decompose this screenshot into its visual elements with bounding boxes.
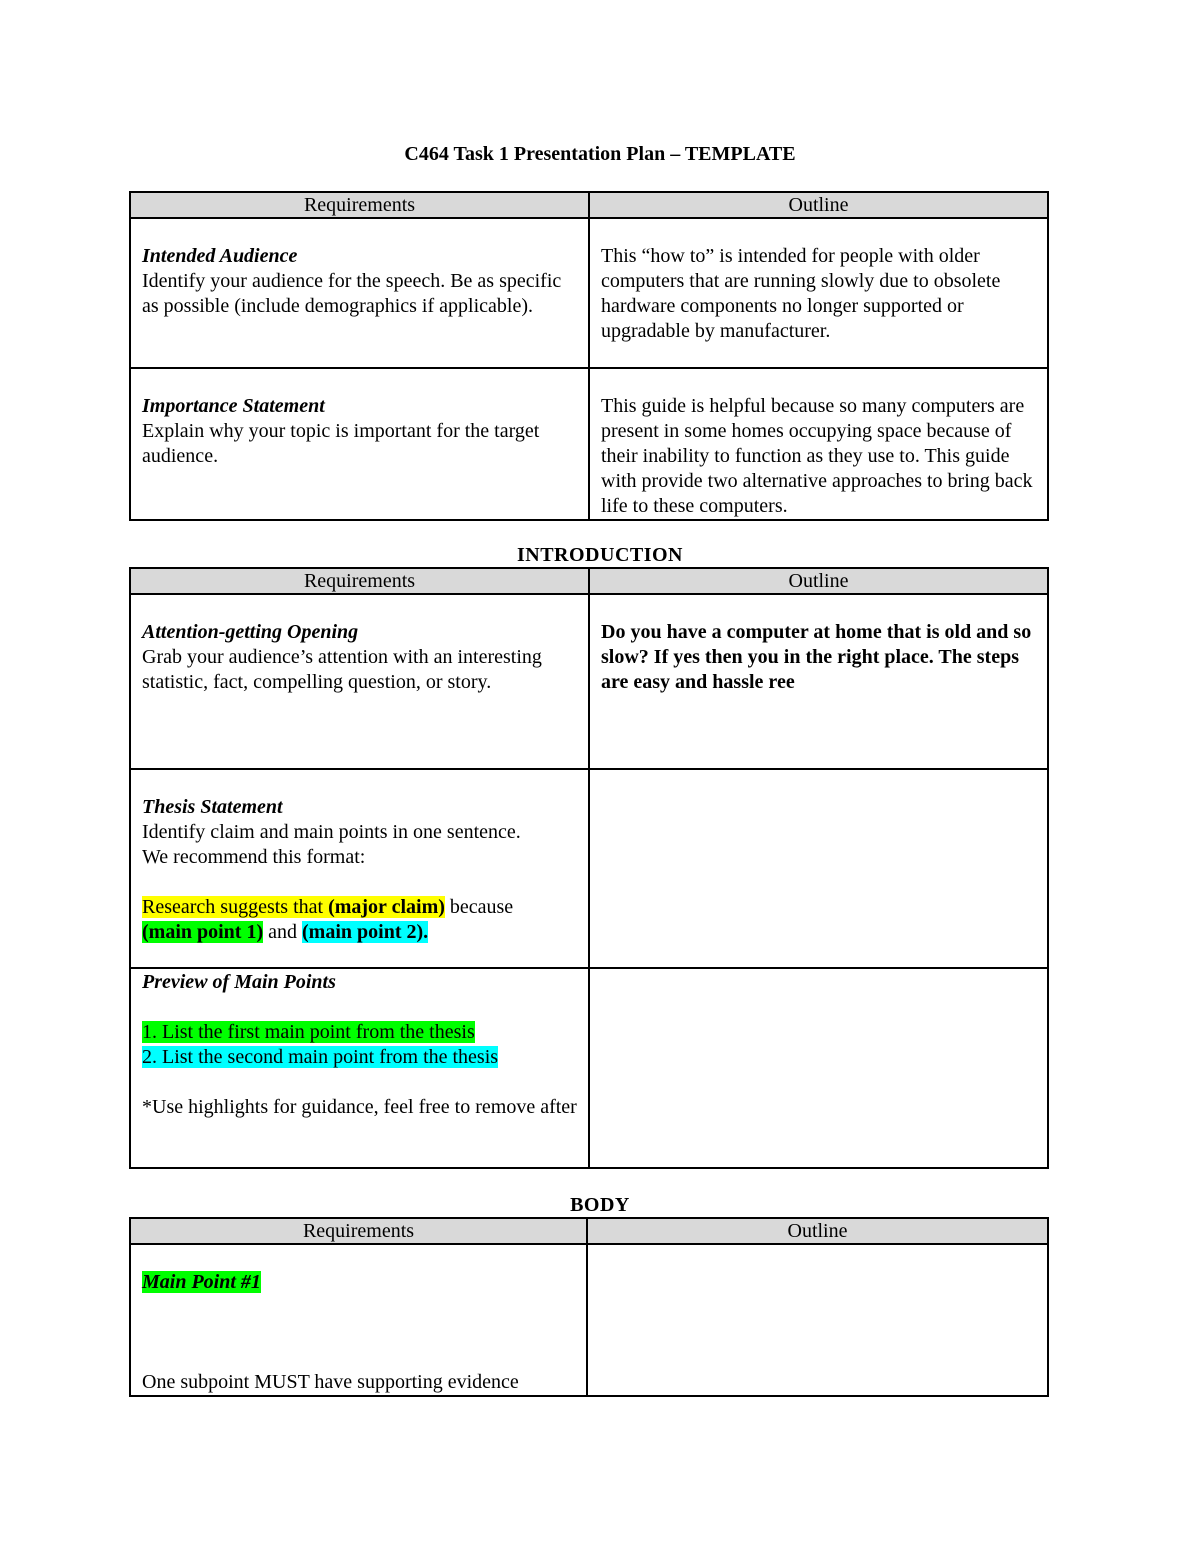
- thesis-format-point1: (main point 1): [142, 921, 264, 943]
- thesis-format-and: and: [263, 921, 303, 943]
- main-point-1-label: Main Point #1: [142, 1271, 261, 1293]
- importance-requirement-cell: [130, 368, 589, 520]
- outline-header: Outline: [589, 192, 1048, 218]
- attention-description: Grab your audience’s attention with an interesting statistic, fact, compelling question, or story.: [142, 646, 542, 693]
- audience-description: Identify your audience for the speech. Be as specific as possible (include demographics if applicable).: [142, 270, 562, 317]
- thesis-format-point2: (main point 2).: [302, 921, 429, 943]
- thesis-format-claim: (major claim): [328, 896, 445, 918]
- requirements-header: Requirements: [130, 1218, 587, 1244]
- body-heading: BODY: [570, 1194, 630, 1216]
- preview-point2: 2. List the second main point from the thesis: [142, 1046, 499, 1068]
- importance-outline-text: This guide is helpful because so many computers are present in some homes occupying space because of their inability to function as they use to. This guide with provide two alternative approaches to bring back life to these computers.: [601, 395, 1033, 517]
- outline-header: Outline: [589, 568, 1048, 594]
- page-title: C464 Task 1 Presentation Plan – TEMPLATE: [404, 143, 796, 165]
- main-point-1-requirement-cell: [130, 1244, 587, 1396]
- preview-label: Preview of Main Points: [142, 971, 336, 993]
- importance-outline-cell[interactable]: [589, 368, 1048, 520]
- thesis-label: Thesis Statement: [142, 796, 283, 818]
- preview-point1: 1. List the first main point from the thesis: [142, 1021, 475, 1043]
- preview-note: *Use highlights for guidance, feel free to remove after: [142, 1096, 577, 1118]
- audience-label: Intended Audience: [142, 245, 298, 267]
- attention-label: Attention-getting Opening: [142, 621, 359, 643]
- main-point-1-outline-cell[interactable]: [587, 1244, 1048, 1396]
- audience-outline-text: This “how to” is intended for people with older computers that are running slowly due to obsolete hardware components no longer supported or upgradable by manufacturer.: [601, 245, 1001, 342]
- main-point-1-note: One subpoint MUST have supporting evidence: [142, 1371, 519, 1393]
- attention-requirement-cell: [130, 594, 589, 769]
- thesis-format-because: because: [444, 896, 514, 918]
- thesis-format-research: Research suggests that: [142, 896, 329, 918]
- overview-table: [129, 191, 1049, 521]
- importance-description: Explain why your topic is important for the target audience.: [142, 420, 540, 467]
- thesis-description-line2: We recommend this format:: [142, 846, 366, 868]
- thesis-description-line1: Identify claim and main points in one sentence.: [142, 821, 521, 843]
- preview-requirement-cell: [130, 968, 589, 1168]
- audience-requirement-cell: [130, 218, 589, 368]
- outline-header: Outline: [587, 1218, 1048, 1244]
- attention-outline-cell[interactable]: [589, 594, 1048, 769]
- audience-outline-cell[interactable]: [589, 218, 1048, 368]
- introduction-table: [129, 567, 1049, 1169]
- thesis-outline-cell[interactable]: [589, 769, 1048, 968]
- requirements-header: Requirements: [130, 568, 589, 594]
- importance-label: Importance Statement: [142, 395, 325, 417]
- thesis-requirement-cell: [130, 769, 589, 968]
- thesis-format-example: [142, 895, 578, 945]
- attention-outline-text: Do you have a computer at home that is old and so slow? If yes then you in the right place. The steps are easy and hassle ree: [601, 621, 1032, 693]
- introduction-heading: INTRODUCTION: [516, 544, 684, 566]
- body-table: [129, 1217, 1049, 1397]
- preview-outline-cell[interactable]: [589, 968, 1048, 1168]
- requirements-header: Requirements: [130, 192, 589, 218]
